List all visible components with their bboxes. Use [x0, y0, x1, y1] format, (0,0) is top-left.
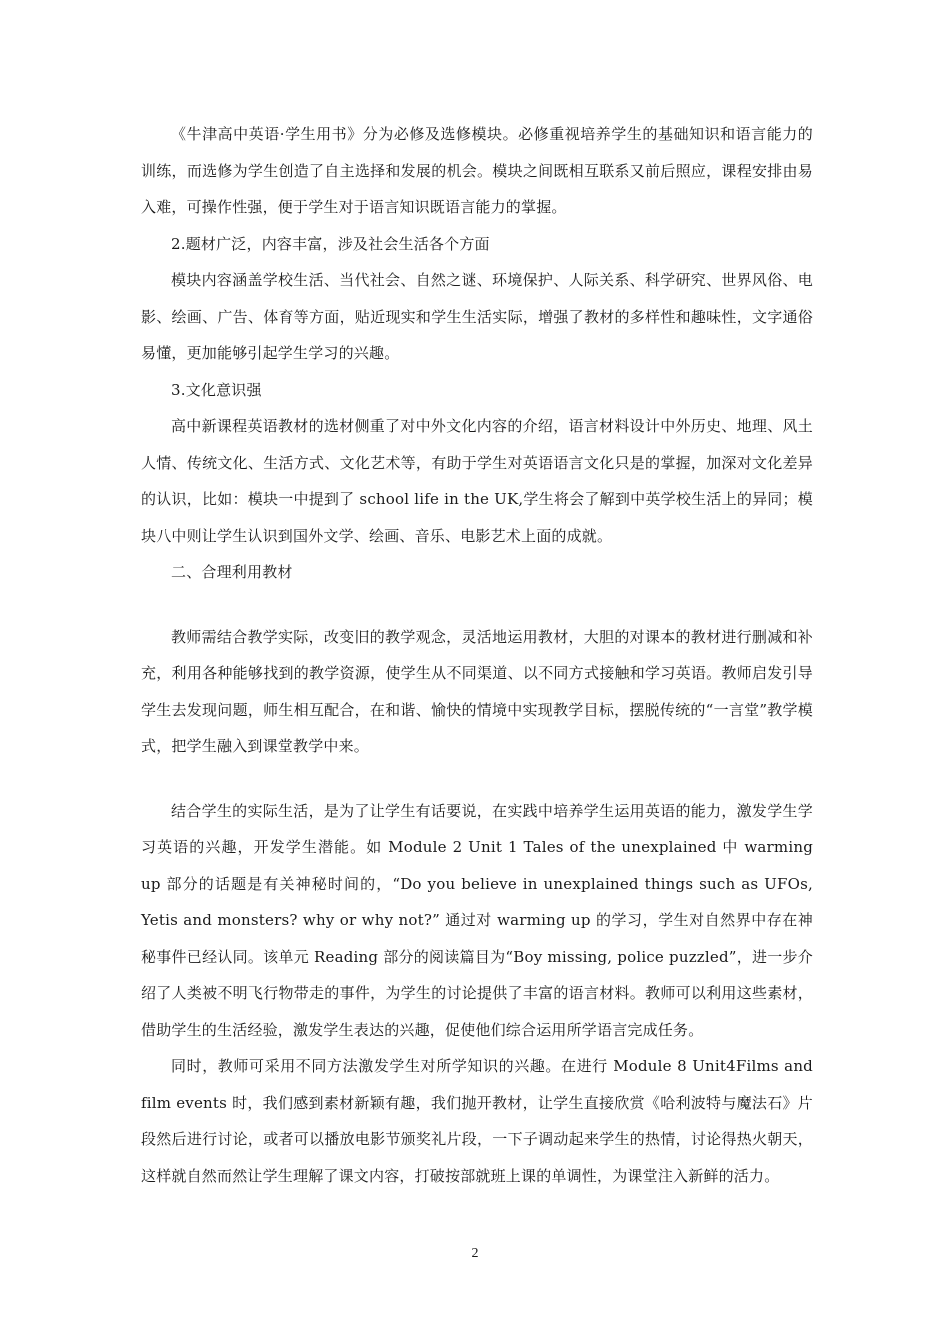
heading-topics: 2.题材广泛，内容丰富，涉及社会生活各个方面 — [171, 234, 490, 253]
heading-use-materials: 二、合理利用教材 — [171, 563, 293, 581]
paragraph-teaching: 教师需结合教学实际，改变旧的教学观念，灵活地运用教材，大胆的对课本的教材进行删减和补充，利用各种能够找到的教学资源，使学生从不同渠道、以不同方式接触和学习英语。教师启发引导学生去发现问题，师生相互配合，在和谐、愉快的情境中实现教学目标，摆脱传统的“一言堂”教学模式，把学生融入到课堂教学中来。 — [141, 627, 813, 755]
paragraph-real-life: 结合学生的实际生活，是为了让学生有话要说，在实践中培养学生运用英语的能力，激发学生学习英语的兴趣，开发学生潜能。如 Module 2 Unit 1 Tales of the unexplained 中 warming up 部分的话题是有关神秘时间的，“Do you believe in unexplained things such as UFOs, Yetis and monsters? why or why not?” 通过对 warming up 的学习，学生对自然界中存在神秘事件已经认同。该单元 Reading 部分的阅读篇目为“Boy missing, police puzzled”，进一步介绍了人类被不明飞行物带走的事件，为学生的讨论提供了丰富的语言材料。教师可以利用这些素材，借助学生的生活经验，激发学生表达的兴趣，促使他们综合运用所学语言完成任务。 — [141, 801, 813, 1039]
paragraph-methods: 同时，教师可采用不同方法激发学生对所学知识的兴趣。在进行 Module 8 Unit4Films and film events 时，我们感到素材新颖有趣，我们抛开教材，让学生直接欣赏《哈利波特与魔法石》片段然后进行讨论，或者可以播放电影节颁奖礼片段，一下子调动起来学生的热情，讨论得热火朝天，这样就自然而然让学生理解了课文内容，打破按部就班上课的单调性，为课堂注入新鲜的活力。 — [141, 1057, 813, 1185]
paragraph-culture: 高中新课程英语教材的选材侧重了对中外文化内容的介绍，语言材料设计中外历史、地理、风土人情、传统文化、生活方式、文化艺术等，有助于学生对英语语言文化只是的掌握，加深对文化差异的认识，比如：模块一中提到了 school life in the UK,学生将会了解到中英学校生活上的异同；模块八中则让学生认识到国外文学、绘画、音乐、电影艺术上面的成就。 — [141, 417, 813, 545]
paragraph-intro: 《牛津高中英语·学生用书》分为必修及选修模块。必修重视培养学生的基础知识和语言能力的训练，而选修为学生创造了自主选择和发展的机会。模块之间既相互联系又前后照应，课程安排由易入难，可操作性强，便于学生对于语言知识既语言能力的掌握。 — [141, 125, 813, 216]
spacer — [141, 591, 813, 619]
spacer — [141, 765, 813, 793]
paragraph-topics: 模块内容涵盖学校生活、当代社会、自然之谜、环境保护、人际关系、科学研究、世界风俗、电影、绘画、广告、体育等方面，贴近现实和学生生活实际，增强了教材的多样性和趣味性，文字通俗易懂，更加能够引起学生学习的兴趣。 — [141, 271, 813, 362]
page-number: 2 — [471, 1246, 479, 1261]
document-body — [141, 116, 813, 1194]
heading-culture: 3.文化意识强 — [171, 380, 262, 399]
